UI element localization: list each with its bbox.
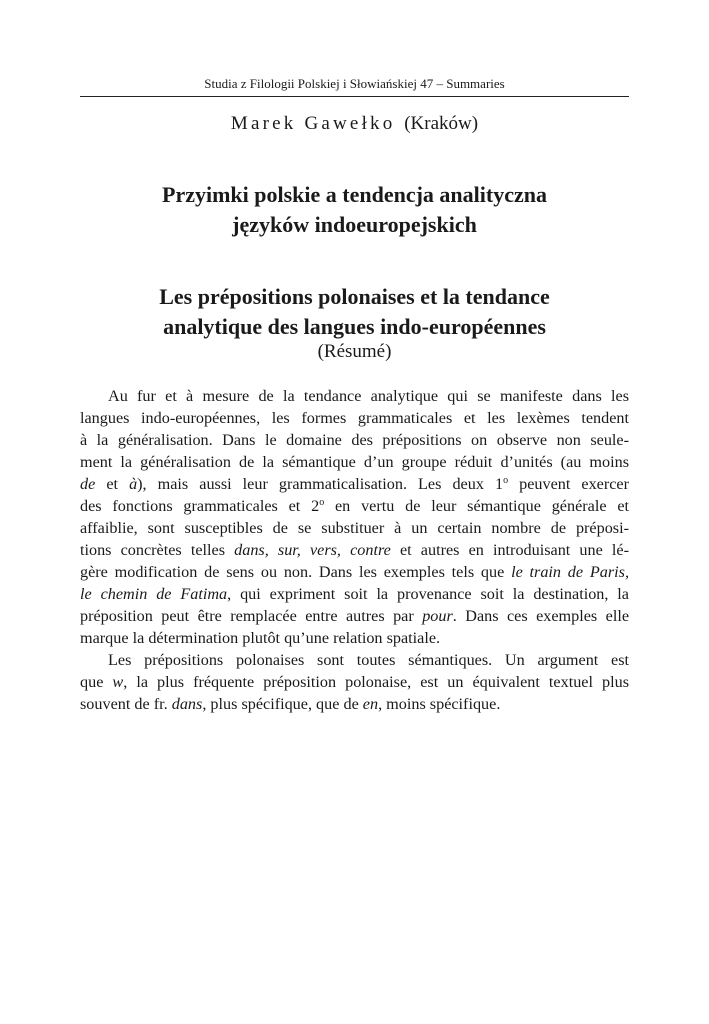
body-line: Au fur et à mesure de la tendance analytique qui se manifeste dans les <box>108 387 629 405</box>
body-line: le chemin de Fatima, qui expriment soit la provenance soit la destination, la <box>80 585 629 603</box>
body-line: tions concrètes telles dans, sur, vers, contre et autres en introduisant une lé- <box>80 541 629 559</box>
body-line: souvent de fr. dans, plus spécifique, que de en, moins spécifique. <box>80 695 501 713</box>
body-line: préposition peut être remplacée entre autres par pour. Dans ces exemples elle <box>80 607 629 625</box>
header-rule <box>80 96 629 97</box>
title-polish-line-1: Przyimki polskie a tendencja analityczna <box>162 182 547 207</box>
author-line <box>80 112 629 136</box>
summary-body <box>80 385 629 715</box>
title-french-line-1: Les prépositions polonaises et la tendance <box>159 284 550 309</box>
author-name: Marek Gawełko <box>230 113 396 134</box>
body-line: que w, la plus fréquente préposition polonaise, est un équivalent textuel plus <box>80 673 630 691</box>
body-line: ment la généralisation de la sémantique d’un groupe réduit d’unités (au moins <box>80 453 629 471</box>
body-line: à la généralisation. Dans le domaine des prépositions on observe non seule- <box>80 431 629 449</box>
body-line: affaiblie, sont susceptibles de se substituer à un certain nombre de préposi- <box>80 519 629 537</box>
resume-label: (Résumé) <box>317 341 392 362</box>
title-polish <box>80 180 629 240</box>
body-line: des fonctions grammaticales et 2$^o$ en vertu de leur sémantique générale et <box>80 497 629 515</box>
running-header: Studia z Filologii Polskiej i Słowiańskiej 47 – Summaries <box>204 76 505 91</box>
title-french <box>80 282 629 342</box>
title-french-line-2: analytique des langues indo-européennes <box>163 314 546 339</box>
body-line: gère modification de sens ou non. Dans les exemples tels que le train de Paris, <box>80 563 629 581</box>
body-line: marque la détermination plutôt qu’une relation spatiale. <box>80 629 441 647</box>
author-affiliation: (Kraków) <box>404 113 479 134</box>
body-line: de et à), mais aussi leur grammaticalisation. Les deux 1$^o$ peuvent exercer <box>80 475 630 493</box>
title-polish-line-2: języków indoeuropejskich <box>232 212 477 237</box>
body-line: langues indo-européennes, les formes grammaticales et les lexèmes tendent <box>80 409 629 427</box>
body-line: Les prépositions polonaises sont toutes sémantiques. Un argument est <box>108 651 629 669</box>
